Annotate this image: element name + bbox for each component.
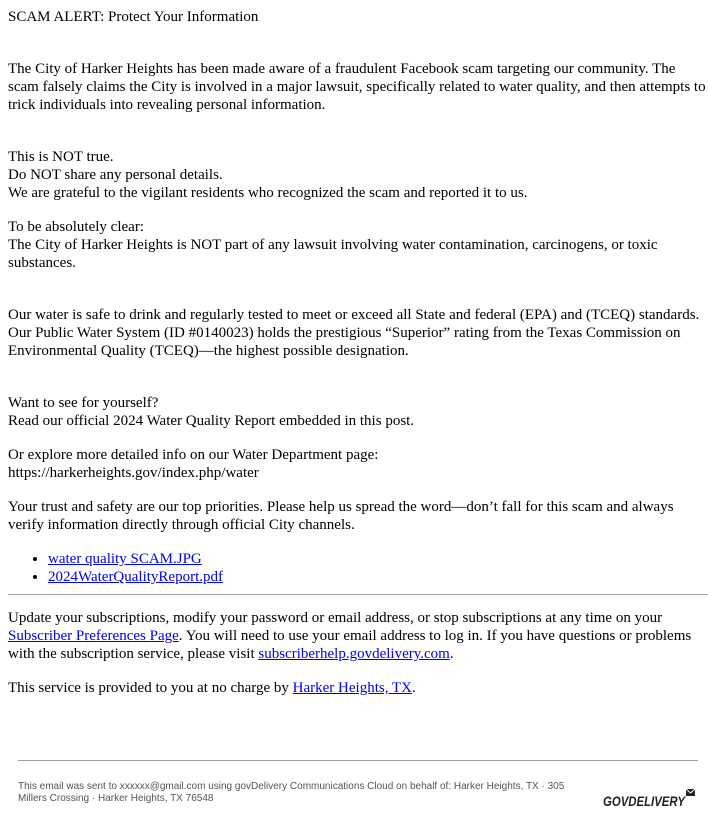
attachment-link-scam-jpg[interactable]: water quality SCAM.JPG bbox=[48, 551, 202, 567]
subscription-text-before: Update your subscriptions, modify your password or email address, or stop subscriptions at any time on your bbox=[8, 610, 663, 626]
service-paragraph bbox=[8, 679, 708, 697]
water-safe-line: Our water is safe to drink and regularly tested to meet or exceed all State and federal (EPA) and (TCEQ) standards. bbox=[8, 307, 700, 323]
service-text-before: This service is provided to you at no charge by bbox=[8, 680, 293, 696]
email-body bbox=[8, 8, 708, 697]
clarification-paragraph bbox=[8, 218, 708, 272]
email-footer bbox=[18, 760, 698, 821]
subscriber-preferences-link[interactable]: Subscriber Preferences Page bbox=[8, 628, 179, 644]
see-yourself-paragraph bbox=[8, 394, 708, 430]
explore-line: Or explore more detailed info on our Water Department page: bbox=[8, 447, 379, 463]
govdelivery-logo[interactable] bbox=[603, 789, 695, 809]
list-item bbox=[48, 550, 708, 568]
envelope-icon bbox=[686, 789, 695, 796]
not-true-line: This is NOT true. bbox=[8, 149, 114, 165]
to-be-clear-line: To be absolutely clear: bbox=[8, 219, 144, 235]
public-system-line: Our Public Water System (ID #0140023) holds the prestigious “Superior” rating from the Texas Commission on Environmental Quality (TCEQ)—the highest possible designation. bbox=[8, 325, 681, 359]
notice-paragraph bbox=[8, 148, 708, 202]
service-text-end: . bbox=[411, 680, 416, 696]
provider-link[interactable]: Harker Heights, TX bbox=[292, 680, 412, 696]
email-title: SCAM ALERT: Protect Your Information bbox=[8, 9, 259, 25]
subscription-paragraph bbox=[8, 609, 708, 663]
trust-paragraph: Your trust and safety are our top priorities. Please help us spread the word—don’t fall for this scam and always verify information directly through official City channels. bbox=[8, 499, 674, 533]
grateful-line: We are grateful to the vigilant residents who recognized the scam and reported it to us. bbox=[8, 185, 528, 201]
water-url-text: https://harkerheights.gov/index.php/water bbox=[8, 465, 259, 481]
intro-paragraph: The City of Harker Heights has been made aware of a fraudulent Facebook scam targeting our community. The scam falsely claims the City is involved in a major lawsuit, specifically related to water quality, and then attempts to trick individuals into revealing personal information. bbox=[8, 61, 706, 113]
attachment-link-report-pdf[interactable]: 2024WaterQualityReport.pdf bbox=[48, 569, 223, 585]
attachment-list bbox=[8, 550, 708, 586]
subscription-text-middle: . You will need to use your email address to log in. If you have questions or problems with the subscription service, please visit bbox=[8, 628, 692, 662]
list-item bbox=[48, 568, 708, 586]
explore-paragraph bbox=[8, 446, 708, 482]
divider bbox=[8, 594, 708, 595]
water-paragraph bbox=[8, 306, 708, 360]
do-not-share-line: Do NOT share any personal details. bbox=[8, 167, 223, 183]
subscriber-help-link[interactable]: subscriberhelp.govdelivery.com bbox=[258, 646, 450, 662]
want-to-see-line: Want to see for yourself? bbox=[8, 395, 159, 411]
subscription-text-end: . bbox=[449, 646, 454, 662]
read-report-line: Read our official 2024 Water Quality Report embedded in this post. bbox=[8, 413, 415, 429]
govdelivery-logo-text: GOVDELIVERY bbox=[603, 793, 687, 809]
footer-sent-to: This email was sent to xxxxxx@gmail.com using govDelivery Communications Cloud on behalf of: Harker Heights, TX · 305 Millers Crossing · Harker Heights, TX 76548 bbox=[18, 781, 565, 804]
not-part-line: The City of Harker Heights is NOT part of any lawsuit involving water contamination, carcinogens, or toxic substances. bbox=[8, 237, 658, 271]
